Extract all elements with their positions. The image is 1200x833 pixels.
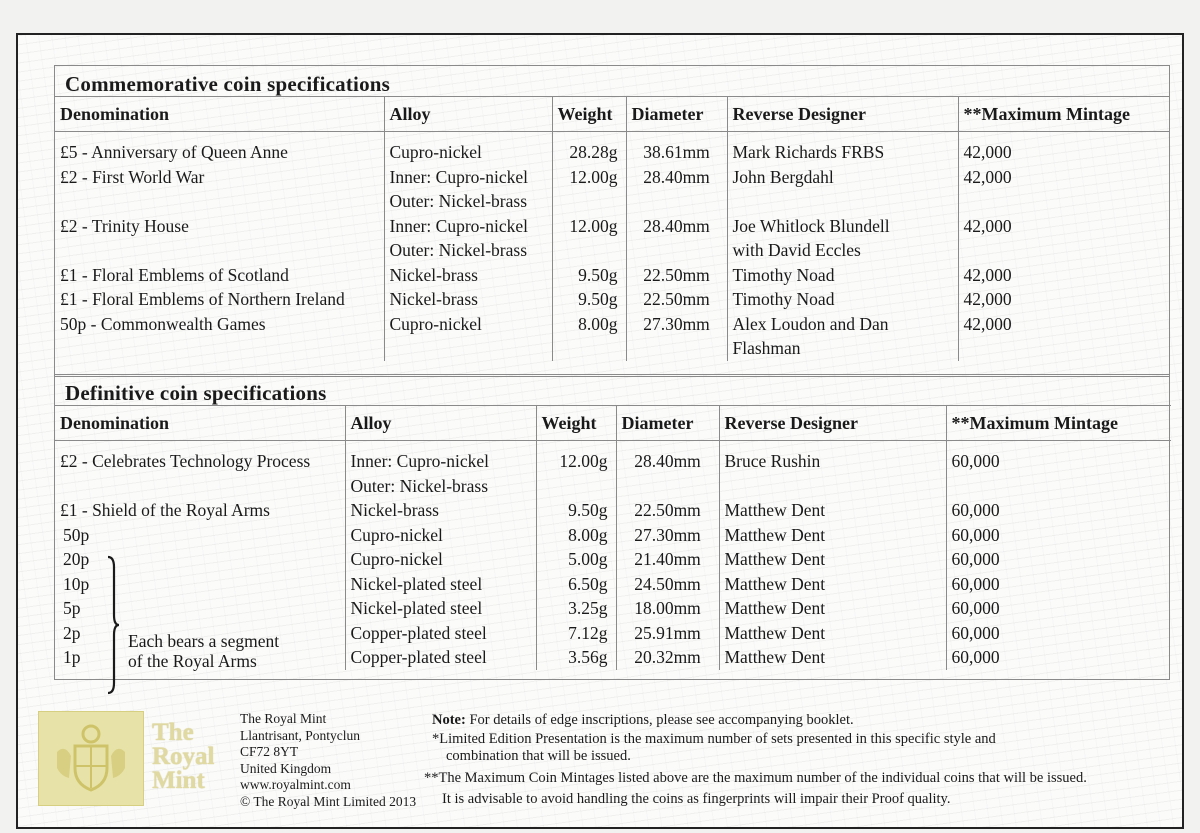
cell-denomination xyxy=(55,189,384,214)
table-row xyxy=(55,312,1169,337)
cell-reverse-designer: Matthew Dent xyxy=(719,547,946,572)
table-row xyxy=(55,263,1169,288)
cell-diameter: 22.50mm xyxy=(616,498,719,523)
cell-alloy: Outer: Nickel-brass xyxy=(384,189,552,214)
cell-diameter xyxy=(616,474,719,499)
address-line: The Royal Mint xyxy=(240,711,327,726)
cell-maximum-mintage xyxy=(958,189,1169,214)
cell-weight: 12.00g xyxy=(552,165,626,190)
cell-diameter: 28.40mm xyxy=(626,214,727,239)
cell-alloy: Nickel-plated steel xyxy=(345,596,536,621)
cell-alloy xyxy=(384,336,552,361)
cell-denomination: 1p xyxy=(55,645,345,670)
cell-alloy: Inner: Cupro-nickel xyxy=(345,441,536,474)
cell-reverse-designer xyxy=(719,474,946,499)
cell-diameter: 21.40mm xyxy=(616,547,719,572)
cell-alloy: Cupro-nickel xyxy=(384,132,552,165)
handling-note: It is advisable to avoid handling the coins as fingerprints will impair their Proof quality. xyxy=(442,791,951,807)
limited-note-line1: *Limited Edition Presentation is the maximum number of sets presented in this specific style and xyxy=(432,731,996,747)
cell-maximum-mintage: 60,000 xyxy=(951,647,1000,667)
cell-reverse-designer: Timothy Noad xyxy=(727,263,958,288)
cell-maximum-mintage: 60,000 xyxy=(951,549,1000,569)
cell-maximum-mintage: 42,000 xyxy=(963,215,1012,236)
cell-reverse-designer: Mark Richards FRBS xyxy=(727,132,958,165)
cell-alloy: Nickel-brass xyxy=(384,287,552,312)
cell-maximum-mintage xyxy=(946,474,1171,499)
table-row xyxy=(55,287,1169,312)
cell-denomination: £1 - Floral Emblems of Northern Ireland xyxy=(55,287,384,312)
cell-denomination: £2 - Trinity House xyxy=(55,214,384,239)
cell-weight: 12.00g xyxy=(536,441,616,474)
cell-weight: 8.00g xyxy=(536,523,616,548)
cell-denomination xyxy=(55,474,345,499)
col-weight: Weight xyxy=(536,406,616,441)
table-row xyxy=(55,238,1169,263)
table-row xyxy=(55,498,1171,523)
address-line: United Kingdom xyxy=(240,760,332,776)
col-diameter: Diameter xyxy=(616,406,719,441)
cell-maximum-mintage: 60,000 xyxy=(951,622,1000,643)
cell-diameter: 25.91mm xyxy=(616,621,719,646)
cell-reverse-designer: Joe Whitlock Blundell xyxy=(727,214,958,239)
cell-alloy: Nickel-brass xyxy=(384,263,552,288)
cell-maximum-mintage: 60,000 xyxy=(951,598,1000,618)
cell-denomination: £5 - Anniversary of Queen Anne xyxy=(55,132,384,165)
cell-diameter: 22.50mm xyxy=(626,263,727,288)
table-row xyxy=(55,572,1171,597)
cell-diameter: 18.00mm xyxy=(616,596,719,621)
cell-diameter: 28.40mm xyxy=(616,441,719,474)
cell-reverse-designer: Matthew Dent xyxy=(719,645,946,670)
cell-maximum-mintage: 42,000 xyxy=(963,313,1012,334)
commemorative-title: Commemorative coin specifications xyxy=(65,72,391,96)
cell-weight: 28.28g xyxy=(552,132,626,165)
cell-reverse-designer: Matthew Dent xyxy=(719,596,946,621)
cell-maximum-mintage: 60,000 xyxy=(951,573,1000,594)
limited-note-line2: combination that will be issued. xyxy=(446,748,631,764)
cell-maximum-mintage: 42,000 xyxy=(963,166,1012,187)
cell-alloy: Outer: Nickel-brass xyxy=(345,474,536,499)
cell-denomination xyxy=(55,238,384,263)
brace-note xyxy=(128,631,279,671)
col-diameter: Diameter xyxy=(626,97,727,132)
cell-diameter: 27.30mm xyxy=(616,523,719,548)
cell-diameter: 22.50mm xyxy=(626,287,727,312)
commemorative-table xyxy=(55,96,1169,361)
definitive-header-row xyxy=(55,406,1171,441)
cell-alloy: Inner: Cupro-nickel xyxy=(384,165,552,190)
edge-note xyxy=(424,711,1174,730)
table-row xyxy=(55,523,1171,548)
cell-alloy: Cupro-nickel xyxy=(345,523,536,548)
cell-maximum-mintage xyxy=(958,336,1169,361)
cell-diameter: 38.61mm xyxy=(626,132,727,165)
cell-weight: 5.00g xyxy=(536,547,616,572)
cell-denomination: 20p xyxy=(55,547,345,572)
cell-denomination: £2 - First World War xyxy=(55,165,384,190)
cell-denomination: 50p - Commonwealth Games xyxy=(55,312,384,337)
cell-reverse-designer: Matthew Dent xyxy=(719,621,946,646)
specification-card xyxy=(16,33,1184,829)
cell-alloy: Nickel-brass xyxy=(345,498,536,523)
cell-reverse-designer: with David Eccles xyxy=(727,238,958,263)
table-row xyxy=(55,336,1169,361)
col-reverse-designer: Reverse Designer xyxy=(719,406,946,441)
mintage-note: **The Maximum Coin Mintages listed above are the maximum number of the individual coins that will be issued. xyxy=(424,770,1087,786)
wordmark-the: The xyxy=(152,719,194,746)
cell-maximum-mintage: 42,000 xyxy=(963,289,1012,309)
cell-weight xyxy=(552,189,626,214)
royal-crest-icon xyxy=(51,722,131,796)
table-row xyxy=(55,441,1171,474)
col-alloy: Alloy xyxy=(345,406,536,441)
cell-maximum-mintage: 60,000 xyxy=(951,524,1000,545)
brace-note-line2: of the Royal Arms xyxy=(128,651,257,671)
cell-maximum-mintage xyxy=(958,238,1169,263)
cell-diameter: 28.40mm xyxy=(626,165,727,190)
cell-alloy: Outer: Nickel-brass xyxy=(384,238,552,263)
cell-weight: 9.50g xyxy=(552,287,626,312)
definitive-title: Definitive coin specifications xyxy=(65,381,327,405)
cell-weight xyxy=(552,238,626,263)
table-row xyxy=(55,132,1169,165)
cell-reverse-designer: Flashman xyxy=(727,336,958,361)
col-weight: Weight xyxy=(552,97,626,132)
cell-alloy: Copper-plated steel xyxy=(345,621,536,646)
cell-diameter xyxy=(626,336,727,361)
note-label: Note: xyxy=(432,712,466,728)
cell-denomination: 10p xyxy=(55,572,345,597)
cell-alloy: Inner: Cupro-nickel xyxy=(384,214,552,239)
address-line: Llantrisant, Pontyclun xyxy=(240,727,360,743)
cell-alloy: Cupro-nickel xyxy=(345,547,536,572)
cell-diameter: 20.32mm xyxy=(616,645,719,670)
cell-alloy: Cupro-nickel xyxy=(384,312,552,337)
cell-reverse-designer xyxy=(727,189,958,214)
cell-diameter: 24.50mm xyxy=(616,572,719,597)
col-denomination: Denomination xyxy=(55,97,384,132)
cell-maximum-mintage: 60,000 xyxy=(951,451,1000,471)
col-reverse-designer: Reverse Designer xyxy=(727,97,958,132)
col-denomination: Denomination xyxy=(55,406,345,441)
wordmark-mint: Mint xyxy=(152,767,205,794)
cell-weight: 6.50g xyxy=(536,572,616,597)
commemorative-specifications xyxy=(54,65,1170,377)
cell-reverse-designer: Matthew Dent xyxy=(719,523,946,548)
table-row xyxy=(55,474,1171,499)
wordmark-royal: Royal xyxy=(152,743,215,770)
table-row xyxy=(55,596,1171,621)
cell-reverse-designer: Matthew Dent xyxy=(719,498,946,523)
cell-reverse-designer: John Bergdahl xyxy=(727,165,958,190)
cell-weight: 7.12g xyxy=(536,621,616,646)
table-row xyxy=(55,214,1169,239)
cell-reverse-designer: Alex Loudon and Dan xyxy=(727,312,958,337)
cell-weight: 9.50g xyxy=(552,263,626,288)
address-block xyxy=(240,711,416,810)
cell-weight: 12.00g xyxy=(552,214,626,239)
royal-arms-logo xyxy=(38,711,144,806)
website-link[interactable]: www.royalmint.com xyxy=(240,777,351,792)
brace-note-line1: Each bears a segment xyxy=(128,631,280,651)
cell-diameter: 27.30mm xyxy=(626,312,727,337)
cell-weight: 3.56g xyxy=(536,645,616,670)
note-text: For details of edge inscriptions, please see accompanying booklet. xyxy=(465,712,854,728)
cell-weight: 9.50g xyxy=(536,498,616,523)
royal-mint-wordmark xyxy=(152,721,232,793)
table-row xyxy=(55,547,1171,572)
right-brace-icon xyxy=(106,555,120,695)
address-line: CF72 8YT xyxy=(240,744,299,759)
copyright: © The Royal Mint Limited 2013 xyxy=(240,793,417,809)
cell-diameter xyxy=(626,238,727,263)
cell-reverse-designer: Timothy Noad xyxy=(727,287,958,312)
cell-denomination: £1 - Floral Emblems of Scotland xyxy=(55,263,384,288)
cell-reverse-designer: Bruce Rushin xyxy=(719,441,946,474)
cell-denomination: 5p xyxy=(55,596,345,621)
cell-denomination xyxy=(55,336,384,361)
definitive-table xyxy=(55,405,1171,670)
footer xyxy=(38,707,1168,817)
cell-denomination: 2p xyxy=(55,621,345,646)
col-alloy: Alloy xyxy=(384,97,552,132)
cell-diameter xyxy=(626,189,727,214)
table-row xyxy=(55,165,1169,190)
cell-reverse-designer: Matthew Dent xyxy=(719,572,946,597)
table-row xyxy=(55,189,1169,214)
cell-maximum-mintage: 42,000 xyxy=(963,264,1012,285)
cell-weight xyxy=(536,474,616,499)
cell-denomination: £1 - Shield of the Royal Arms xyxy=(55,498,345,523)
cell-denomination: £2 - Celebrates Technology Process xyxy=(55,441,345,474)
commemorative-header-row xyxy=(55,97,1169,132)
cell-denomination: 50p xyxy=(55,523,345,548)
col-maximum-mintage: **Maximum Mintage xyxy=(946,406,1171,441)
col-maximum-mintage: **Maximum Mintage xyxy=(958,97,1169,132)
cell-maximum-mintage: 42,000 xyxy=(963,142,1012,162)
cell-alloy: Nickel-plated steel xyxy=(345,572,536,597)
cell-weight xyxy=(552,336,626,361)
cell-weight: 3.25g xyxy=(536,596,616,621)
cell-weight: 8.00g xyxy=(552,312,626,337)
cell-maximum-mintage: 60,000 xyxy=(951,500,1000,520)
cell-alloy: Copper-plated steel xyxy=(345,645,536,670)
notes-block xyxy=(424,711,1174,809)
